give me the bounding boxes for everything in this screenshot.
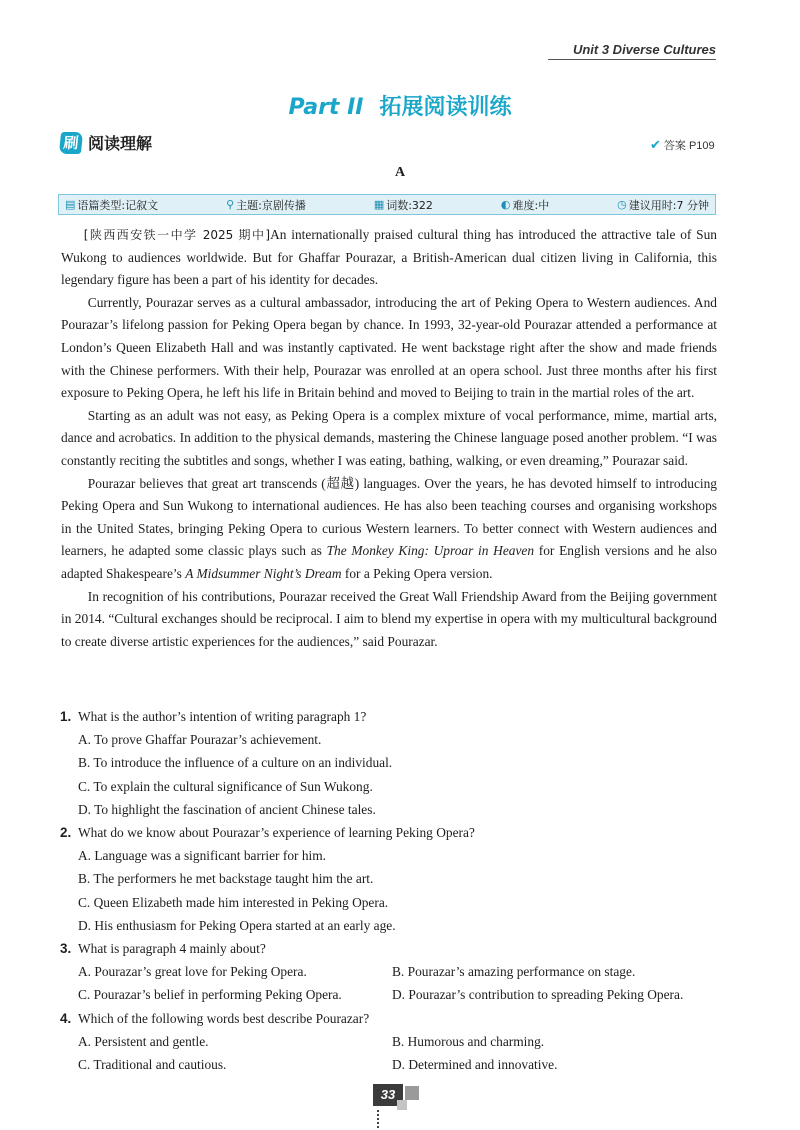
question-stem: What is paragraph 4 mainly about? — [78, 941, 266, 957]
answer-reference-text: 答案 P109 — [663, 140, 715, 152]
question-3 — [60, 937, 720, 1007]
passage-info-bar — [58, 194, 716, 215]
option[interactable]: C. Traditional and cautious. — [78, 1057, 227, 1073]
play-title-monkey-king: The Monkey King: Uproar in Heaven — [326, 543, 535, 559]
option[interactable]: D. To highlight the fascination of ancient Chinese tales. — [78, 801, 376, 817]
option[interactable]: A. Pourazar’s great love for Peking Opera. — [78, 964, 307, 980]
clock-icon: ◷ — [617, 198, 627, 211]
question-2 — [60, 821, 720, 937]
check-icon: ✔ — [650, 137, 661, 152]
question-stem: Which of the following words best describe Pourazar? — [78, 1010, 370, 1026]
paragraph-4: Pourazar believes that great art transcends (超越) languages. Over the years, he has devoted himself to introducing Peking Opera and Sun Wukong to international audiences. He has also been teaching courses and organising workshops in the United States, bringing Peking Opera to curious Western learners. To better connect with Western audiences and learners, he adapted some classic plays such as The Monkey King: Uproar in Heaven for English versions and he also adapted Shakespeare’s A Midsummer Night’s Dream for a Peking Opera version. — [61, 475, 717, 581]
document-icon: ▤ — [65, 198, 76, 211]
info-genre: ▤ 语篇类型:记叙文 — [65, 198, 159, 212]
page-decoration — [377, 1110, 381, 1128]
section-heading — [60, 131, 152, 154]
info-difficulty: ◐ 难度:中 — [500, 198, 550, 212]
unit-header: Unit 3 Diverse Cultures — [548, 42, 716, 60]
question-1 — [60, 705, 720, 821]
paragraph-3: Starting as an adult was not easy, as Peking Opera is a complex mixture of vocal performance, mime, martial arts, dance and acrobatics. In addition to the physical demands, mastering the Chinese language posed another problem. “I was constantly reciting the subtitles and songs, whether I was eating, bathing, walking, or even dreaming,” Pourazar said. — [61, 407, 717, 468]
option[interactable]: B. Humorous and charming. — [392, 1033, 545, 1049]
paragraph-2: Currently, Pourazar serves as a cultural ambassador, introducing the art of Peking Opera to Western audiences. And Pourazar’s lifelong passion for Peking Opera began by chance. In 1993, 32-year-old Pourazar attended a performance at London’s Queen Elizabeth Hall and was instantly captivated. He went backstage right after the show and made friends with the Chinese performers. With their help, Pourazar was enrolled at an opera school. Just three months after his first exposure to Peking Opera, he left his life in Britain behind and moved to Beijing to train in the martial roles of the art. — [61, 294, 717, 401]
option[interactable]: A. To prove Ghaffar Pourazar’s achievement. — [78, 732, 322, 748]
play-title-midsummer: A Midsummer Night’s Dream — [185, 565, 342, 581]
option[interactable]: B. The performers he met backstage taught him the art. — [78, 871, 374, 887]
question-number: 3. — [60, 941, 72, 957]
option[interactable]: C. Queen Elizabeth made him interested in Peking Opera. — [78, 894, 389, 910]
paragraph-5: In recognition of his contributions, Pourazar received the Great Wall Friendship Award from the Beijing government in 2014. “Cultural exchanges should be reciprocal. I aim to blend my expertise in opera with my multicultural background to create diverse artistic experiences for the audiences,” said Pourazar. — [61, 588, 717, 649]
option[interactable]: C. Pourazar’s belief in performing Peking Opera. — [78, 987, 342, 1003]
answer-reference — [650, 137, 715, 153]
info-time: ◷ 建议用时:7 分钟 — [617, 198, 709, 212]
question-4 — [60, 1007, 720, 1077]
option[interactable]: A. Language was a significant barrier for him. — [78, 848, 327, 864]
search-icon: ⚲ — [226, 198, 235, 211]
option[interactable]: B. To introduce the influence of a culture on an individual. — [78, 755, 393, 771]
part-title — [0, 90, 800, 121]
part-title-en: Part II — [288, 95, 364, 120]
reading-passage — [61, 224, 717, 653]
part-title-cn: 拓展阅读训练 — [379, 95, 512, 120]
option[interactable]: D. Pourazar’s contribution to spreading Peking Opera. — [392, 987, 684, 1003]
section-title: 阅读理解 — [88, 134, 153, 153]
option[interactable]: D. His enthusiasm for Peking Opera started at an early age. — [78, 917, 396, 933]
option[interactable]: B. Pourazar’s amazing performance on stage. — [392, 964, 636, 980]
page-decoration — [405, 1086, 419, 1100]
question-list — [60, 705, 720, 1076]
question-number: 4. — [60, 1010, 72, 1026]
brush-icon: 刷 — [59, 132, 83, 154]
option[interactable]: C. To explain the cultural significance of Sun Wukong. — [78, 778, 373, 794]
page-decoration — [397, 1100, 407, 1110]
question-stem: What do we know about Pourazar’s experience of learning Peking Opera? — [78, 825, 475, 841]
passage-label: A — [394, 165, 406, 180]
question-number: 2. — [60, 825, 72, 841]
question-stem: What is the author’s intention of writing paragraph 1? — [78, 709, 367, 724]
info-topic: ⚲ 主题:京剧传播 — [226, 198, 306, 212]
question-number: 1. — [60, 709, 72, 724]
page-number: 33 — [373, 1084, 403, 1106]
count-icon: ▦ — [373, 198, 385, 211]
paragraph-1: [陕西西安铁一中学 2025 期中]An internationally praised cultural thing has introduced the attractive tale of Sun Wukong to audiences worldwide. But for Ghaffar Pourazar, a British-American dual citizen living in California, this legendary figure has been a part of his identity for decades. — [61, 227, 717, 288]
info-word-count: ▦ 词数:322 — [373, 198, 433, 212]
option[interactable]: A. Persistent and gentle. — [78, 1033, 209, 1049]
difficulty-icon: ◐ — [500, 198, 511, 211]
option[interactable]: D. Determined and innovative. — [392, 1057, 558, 1073]
source-tag: [陕西西安铁一中学 2025 期中] — [83, 228, 271, 242]
